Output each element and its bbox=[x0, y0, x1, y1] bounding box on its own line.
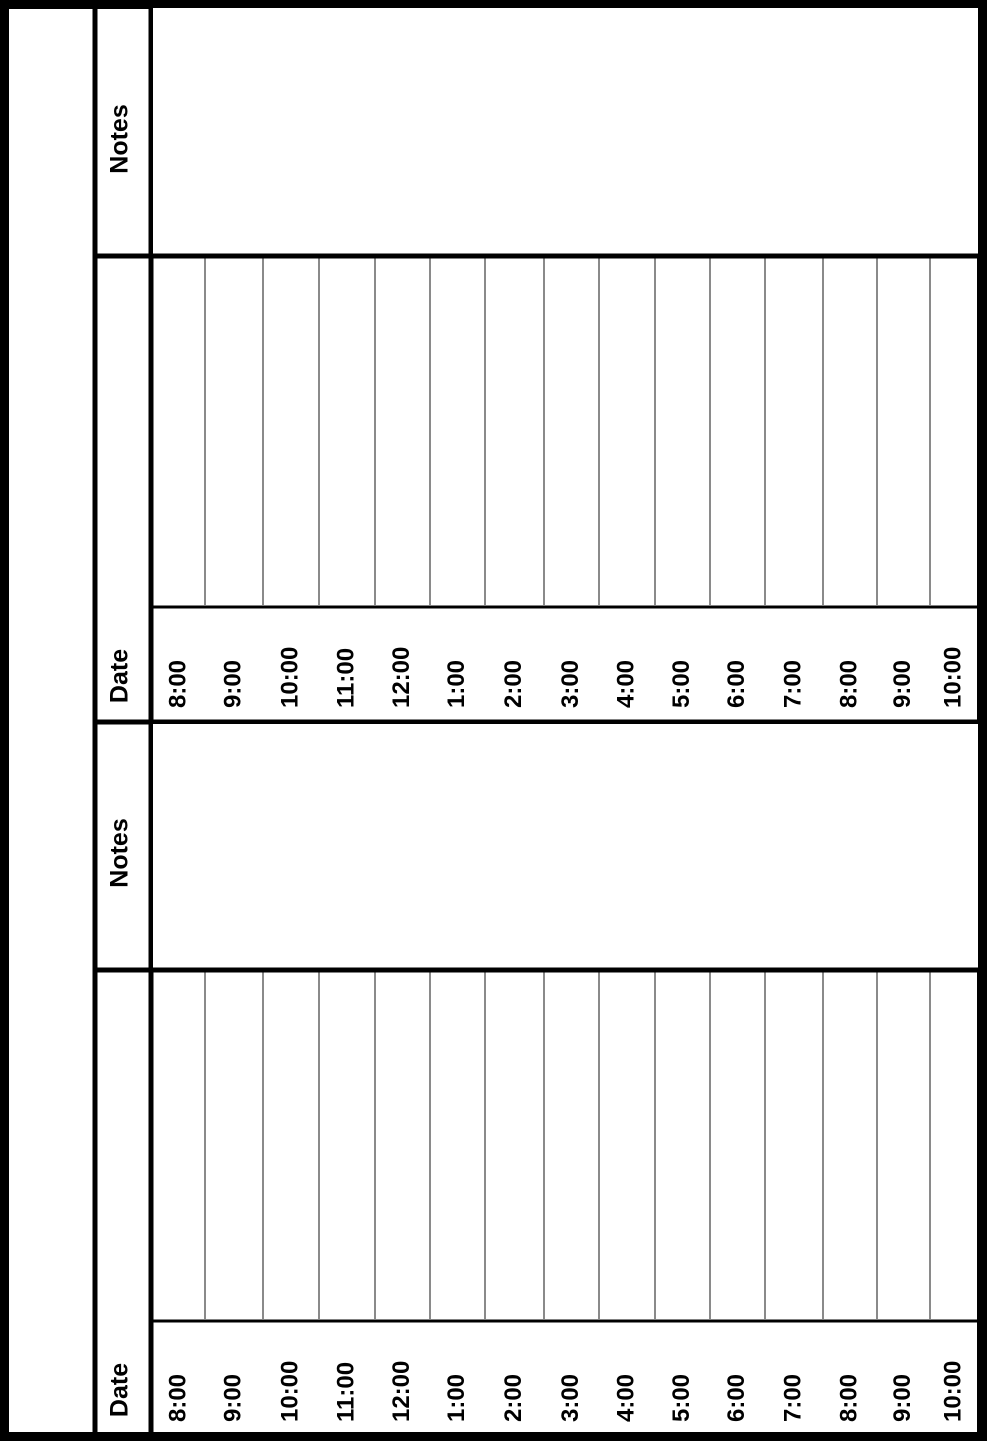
time-label: 8:00 bbox=[835, 659, 863, 708]
hour-slot-upper[interactable] bbox=[154, 258, 204, 605]
hour-slot-lower[interactable] bbox=[931, 972, 977, 1319]
hour-slot-upper[interactable] bbox=[711, 258, 764, 605]
time-label: 4:00 bbox=[612, 659, 640, 708]
hour-slot-lower[interactable] bbox=[431, 972, 484, 1319]
time-label: 2:00 bbox=[499, 1373, 527, 1422]
time-label: 7:00 bbox=[779, 1373, 807, 1422]
hour-slot-lower[interactable] bbox=[600, 972, 654, 1319]
notes-area-upper[interactable] bbox=[153, 8, 978, 256]
time-label: 2:00 bbox=[499, 659, 527, 708]
binding-margin bbox=[6, 6, 93, 1435]
hour-slot-lower[interactable] bbox=[154, 972, 204, 1319]
time-label: 8:00 bbox=[164, 1373, 192, 1422]
notes-area-lower[interactable] bbox=[153, 724, 978, 970]
hour-slot-lower[interactable] bbox=[320, 972, 374, 1319]
hour-slot-upper[interactable] bbox=[264, 258, 318, 605]
time-label: 1:00 bbox=[442, 1373, 470, 1422]
hour-slot-upper[interactable] bbox=[766, 258, 822, 605]
time-label: 4:00 bbox=[612, 1373, 640, 1422]
time-label: 9:00 bbox=[888, 1373, 916, 1422]
time-label: 7:00 bbox=[779, 659, 807, 708]
time-label: 10:00 bbox=[939, 1360, 967, 1422]
date-label-upper: Date bbox=[105, 648, 134, 704]
time-label: 8:00 bbox=[164, 659, 192, 708]
hour-slot-lower[interactable] bbox=[264, 972, 318, 1319]
planner-panel-lower bbox=[95, 724, 980, 1422]
hour-slot-lower[interactable] bbox=[376, 972, 429, 1319]
hour-slot-upper[interactable] bbox=[600, 258, 654, 605]
hour-slot-lower[interactable] bbox=[766, 972, 822, 1319]
hour-slot-lower[interactable] bbox=[711, 972, 764, 1319]
hour-slot-upper[interactable] bbox=[206, 258, 262, 605]
time-label: 10:00 bbox=[939, 646, 967, 708]
hour-slot-upper[interactable] bbox=[320, 258, 374, 605]
hour-slot-upper[interactable] bbox=[878, 258, 929, 605]
hour-rows-upper bbox=[154, 258, 977, 605]
time-label: 12:00 bbox=[387, 646, 415, 708]
hour-slot-lower[interactable] bbox=[486, 972, 543, 1319]
date-label-lower: Date bbox=[105, 1362, 134, 1418]
hour-slot-upper[interactable] bbox=[931, 258, 977, 605]
time-label: 9:00 bbox=[219, 659, 247, 708]
hour-slot-lower[interactable] bbox=[824, 972, 876, 1319]
hour-slot-upper[interactable] bbox=[656, 258, 709, 605]
time-label: 12:00 bbox=[387, 1360, 415, 1422]
time-label: 10:00 bbox=[276, 646, 304, 708]
hour-slot-upper[interactable] bbox=[486, 258, 543, 605]
hour-slot-lower[interactable] bbox=[878, 972, 929, 1319]
time-label: 10:00 bbox=[276, 1360, 304, 1422]
hour-slot-upper[interactable] bbox=[431, 258, 484, 605]
time-label: 6:00 bbox=[722, 1373, 750, 1422]
time-label: 9:00 bbox=[219, 1373, 247, 1422]
time-label: 3:00 bbox=[556, 1373, 584, 1422]
time-label: 5:00 bbox=[667, 659, 695, 708]
hour-slot-upper[interactable] bbox=[824, 258, 876, 605]
time-label: 9:00 bbox=[888, 659, 916, 708]
notes-label-upper: Notes bbox=[105, 104, 134, 174]
notes-label-lower: Notes bbox=[105, 818, 134, 888]
hour-slot-lower[interactable] bbox=[206, 972, 262, 1319]
hour-slot-upper[interactable] bbox=[376, 258, 429, 605]
hour-slot-lower[interactable] bbox=[656, 972, 709, 1319]
hour-slot-upper[interactable] bbox=[545, 258, 598, 605]
hour-rows-lower bbox=[154, 972, 977, 1319]
time-label: 6:00 bbox=[722, 659, 750, 708]
time-label: 11:00 bbox=[332, 647, 360, 708]
time-label: 3:00 bbox=[556, 659, 584, 708]
time-label: 1:00 bbox=[442, 659, 470, 708]
time-label: 11:00 bbox=[332, 1361, 360, 1422]
hour-slot-lower[interactable] bbox=[545, 972, 598, 1319]
time-label: 5:00 bbox=[667, 1373, 695, 1422]
time-label: 8:00 bbox=[835, 1373, 863, 1422]
